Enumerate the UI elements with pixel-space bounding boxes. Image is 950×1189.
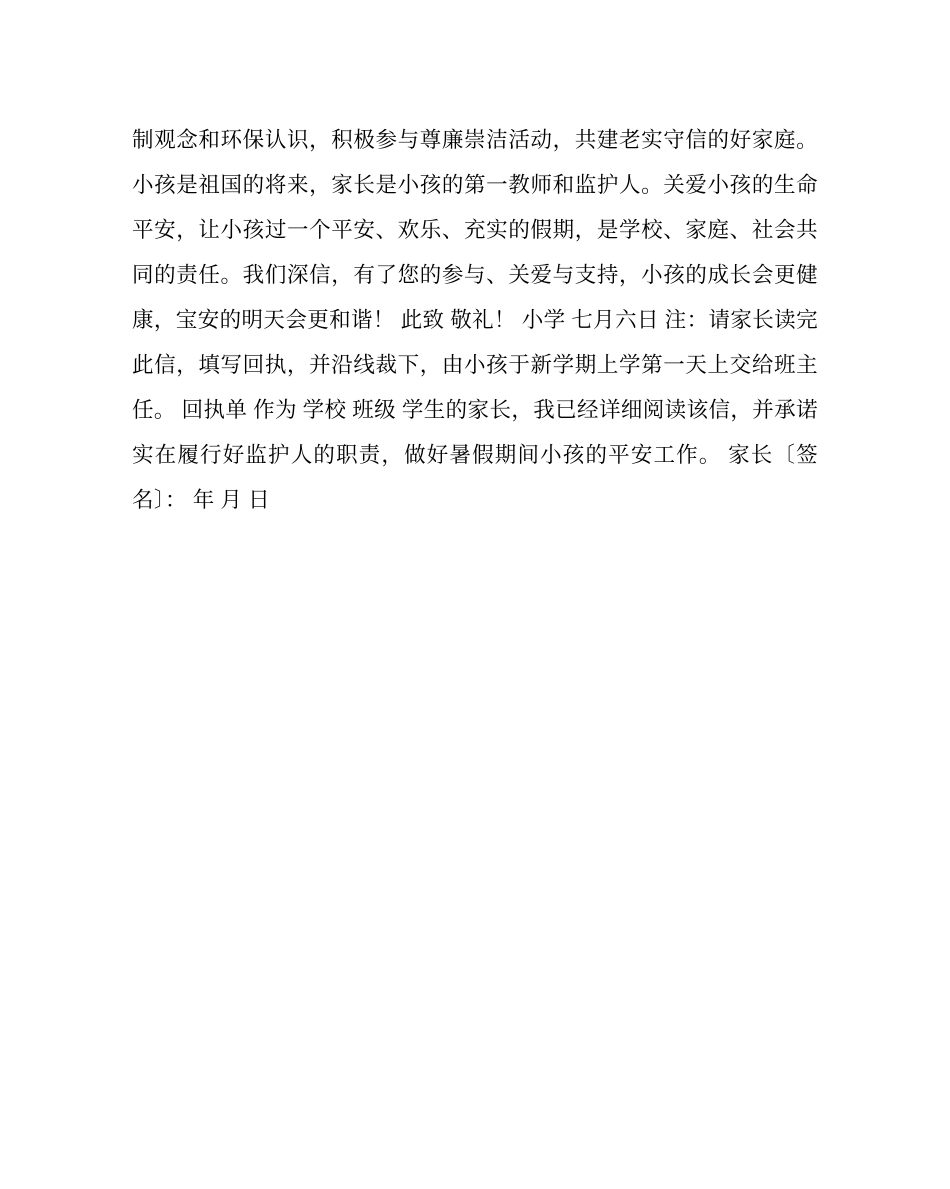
document-body-paragraph: 制观念和环保认识，积极参与尊廉崇洁活动，共建老实守信的好家庭。 小孩是祖国的将来，家长是小孩的第一教师和监护人。关爱小孩的生命平安，让小孩过一个平安、欢乐、充实的假期，是学校、家庭、社会共同的责任。我们深信，有了您的参与、关爱与支持，小孩的成长会更健康，宝安的明天会更和谐！ 此致 敬礼！ 小学 七月六日 注：请家长读完此信，填写回执，并沿线裁下，由小孩于新学期上学第一天上交给班主任。 回执单 作为 学校 班级 学生的家长，我已经详细阅读该信，并承诺实在履行好监护人的职责，做好暑假期间小孩的平安工作。 家长〔签名〕： 年 月 日 xyxy=(132,128,818,512)
